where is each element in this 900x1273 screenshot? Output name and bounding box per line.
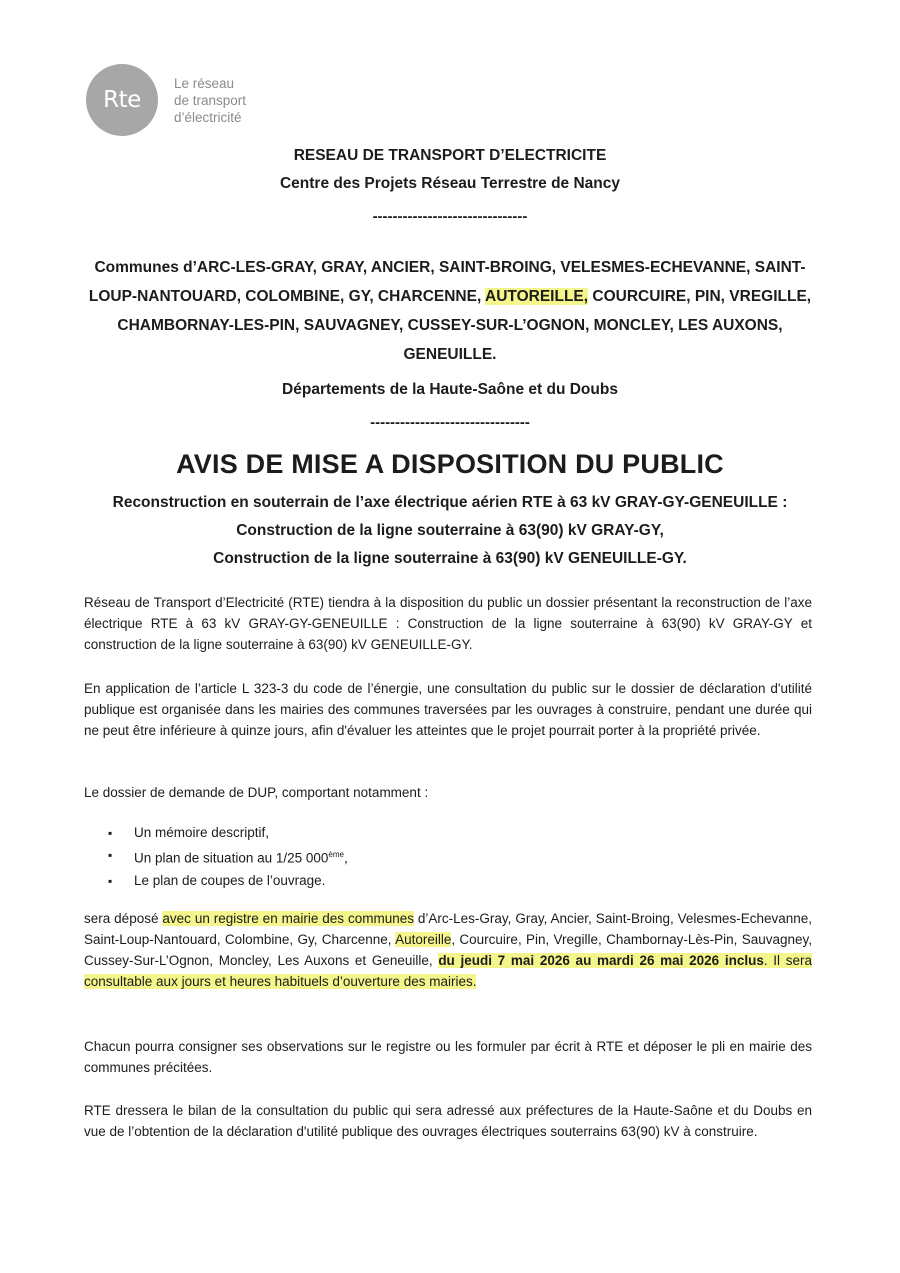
paragraph-observations: Chacun pourra consigner ses observations sur le registre ou les formuler par écrit à RTE et déposer le pli en mairie des communes précitées.: [84, 1039, 812, 1075]
tagline-line-1: Le réseau: [174, 76, 235, 91]
paragraph-bilan: RTE dressera le bilan de la consultation du public qui sera adressé aux préfectures de la Haute-Saône et du Doubs en vue de l’obtention de la déclaration d'utilité publique des ouvrages électriques souterrains 63(90) kV à construire.: [84, 1103, 812, 1139]
highlight-dates: du jeudi 7 mai 2026 au mardi 26 mai 2026 inclus: [438, 953, 764, 968]
rte-logo-tagline: [174, 75, 294, 126]
list-item: ▪ Un plan de situation au 1/25 000ème,: [108, 844, 608, 870]
separator-2: --------------------------------: [370, 414, 530, 431]
highlight-opening-hours: . Il sera consultable aux jours et heures habituels d’ouverture des mairies.: [84, 953, 812, 989]
center-name: Centre des Projets Réseau Terrestre de Nancy: [279, 175, 620, 192]
paragraph-intro: Réseau de Transport d’Electricité (RTE) tiendra à la disposition du public un dossier présentant la reconstruction de l’axe électrique RTE à 63 kV GRAY-GY-GENEUILLE : Construction de la ligne souterraine à 63(90) kV GRAY-GY et construction de la ligne souterraine à 63(90) kV GENEUILLE-GY.: [84, 595, 812, 652]
communes-list: [76, 253, 824, 369]
subtitle-2: Construction de la ligne souterraine à 63(90) kV GRAY-GY,: [236, 522, 664, 539]
communes-rest: COURCUIRE, PIN, VREGILLE, CHAMBORNAY-LES-PIN, SAUVAGNEY, CUSSEY-SUR-L’OGNON, MONCLEY, LES AUXONS, GENEUILLE.: [117, 288, 812, 363]
subtitle-1: Reconstruction en souterrain de l’axe électrique aérien RTE à 63 kV GRAY-GY-GENEUILLE :: [112, 494, 788, 511]
paragraph-deposit: sera déposé avec un registre en mairie des communes d’Arc-Les-Gray, Gray, Ancier, Saint-Broing, Velesmes-Echevanne, Saint-Loup-Nantouard, Colombine, Gy, Charcenne, Autoreille, Courcuire, Pin, Vregille, Chambornay-Lès-Pin, Sauvagney, Cussey-Sur-L’Ognon, Moncley, Les Auxons et Geneuille, du jeudi 7 mai 2026 au mardi 26 mai 2026 inclus. Il sera consultable aux jours et heures habituels d’ouverture des mairies.: [84, 911, 812, 989]
paragraph-legal: En application de l’article L 323-3 du code de l’énergie, une consultation du public sur le dossier de déclaration d'utilité publique est organisée dans les mairies des communes traversées par les ouvrages à construire, pendant une durée qui ne peut être inférieure à quinze jours, afin d'évaluer les atteintes que le projet pourrait porter à la propriété privée.: [84, 681, 812, 738]
rte-logo-mark: Rte: [86, 64, 158, 136]
rte-logo: [86, 64, 296, 140]
list-item: ▪ Le plan de coupes de l’ouvrage.: [108, 870, 608, 892]
paragraph-dossier: Le dossier de demande de DUP, comportant notamment :: [84, 785, 429, 800]
highlight-autoreille: Autoreille: [395, 932, 452, 947]
tagline-line-3: d’électricité: [174, 110, 242, 125]
org-name: RESEAU DE TRANSPORT D’ELECTRICITE: [293, 147, 607, 164]
departements: Départements de la Haute-Saône et du Doubs: [282, 381, 618, 398]
subtitle-3: Construction de la ligne souterraine à 63(90) kV GENEUILLE-GY.: [213, 550, 687, 567]
list-item: ▪ Un mémoire descriptif,: [108, 822, 608, 844]
communes-highlight: AUTOREILLE,: [485, 288, 589, 305]
separator-1: -------------------------------: [372, 208, 528, 225]
dossier-contents-list: [108, 822, 608, 892]
tagline-line-2: de transport: [174, 93, 247, 108]
notice-title: AVIS DE MISE A DISPOSITION DU PUBLIC: [176, 449, 724, 479]
highlight-registre: avec un registre en mairie des communes: [162, 911, 414, 926]
communes-intro: Communes d’ARC-LES-GRAY, GRAY, ANCIER, SAINT-BROING, VELESMES-ECHEVANNE, SAINT-LOUP-NANTOUARD, COLOMBINE, GY, CHARCENNE,: [88, 259, 806, 305]
